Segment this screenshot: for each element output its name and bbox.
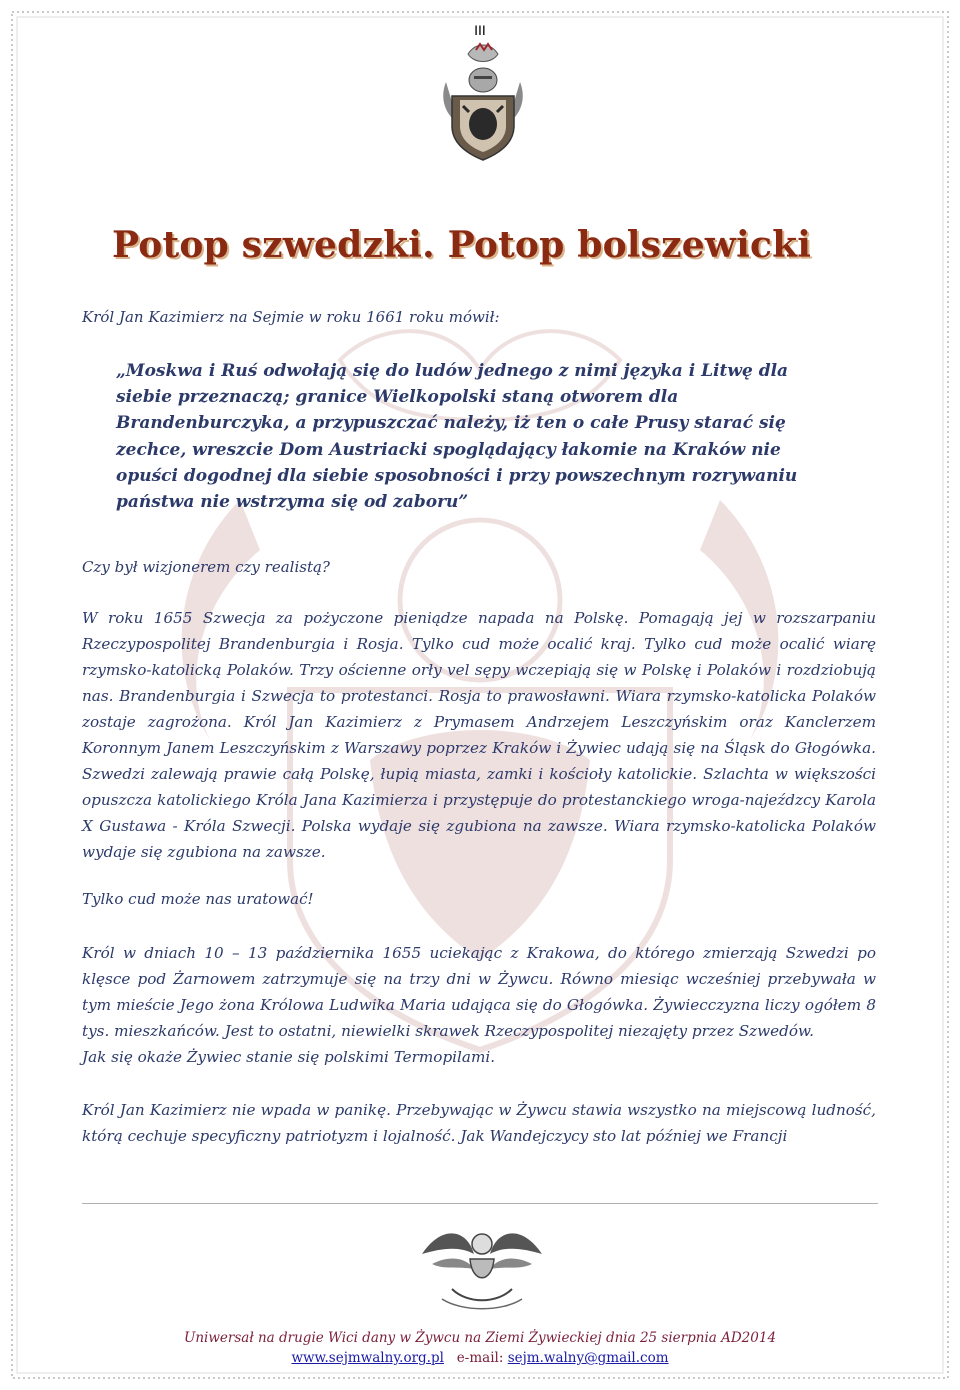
coat-of-arms-crest: [438, 42, 528, 162]
page-number: III: [474, 22, 486, 38]
paragraph-4: Król Jan Kazimierz nie wpada w panikę. Przebywając w Żywcu stawia wszystko na miejscową ludność, którą cechuje specyficzny patriotyzm i lojalność. Jak Wandejczycy sto lat później we Francji: [82, 1101, 876, 1145]
paragraph-3: [82, 940, 876, 1070]
website-link[interactable]: www.sejmwalny.org.pl: [291, 1350, 444, 1366]
footer-divider: [82, 1203, 878, 1204]
email-label: e-mail:: [456, 1350, 504, 1366]
paragraph-2: Tylko cud może nas uratować!: [82, 890, 314, 908]
paragraph-3-main: Król w dniach 10 – 13 października 1655 uciekając z Krakowa, do którego zmierzają Szwedzi po klęsce pod Żarnowem zatrzymuje się na trzy dni w Żywcu. Równo miesiąc wcześniej przebywała w tym mieście Jego żona Królowa Ludwika Maria udająca się do Głogówka. Żywiecczyzna liczy ogółem 8 tys. mieszkańców. Jest to ostatni, niewielki skrawek Rzeczypospolitej niezajęty przez Szwedów.: [82, 944, 876, 1040]
intro-text: Król Jan Kazimierz na Sejmie w roku 1661 roku mówił:: [82, 308, 500, 326]
footer-proclamation: Uniwersał na drugie Wici dany w Żywcu na Ziemi Żywieckiej dnia 25 sierpnia AD2014: [183, 1330, 777, 1346]
paragraph-3-conclusion: Jak się okaże Żywiec stanie się polskimi Termopilami.: [82, 1048, 496, 1066]
angel-ornament-icon: [412, 1214, 552, 1314]
paragraph-1: W roku 1655 Szwecja za pożyczone pieniądze napada na Polskę. Pomagają jej w rozszarpaniu Rzeczypospolitej Brandenburgia i Rosja. Tylko cud może ocalić kraj. Tylko cud może ocalić wiarę rzymsko-katolicką Polaków. Trzy ościenne orły vel sępy wczepiają się w Polskę i Polaków i rozdziobują nas. Brandenburgia i Szwecja to protestanci. Rosja to prawosławni. Wiara rzymsko-katolicka Polaków zostaje zagrożona. Król Jan Kazimierz z Prymasem Andrzejem Leszczyńskim oraz Kanclerzem Koronnym Janem Leszczyńskim z Warszawy poprzez Kraków i Żywiec udają się na Śląsk do Głogówka. Szwedzi zalewają prawie całą Polskę, łupią miasta, zamki i kościoły katolickie. Szlachta w większości opuszcza katolickiego Króla Jana Kazimierza i przystępuje do protestanckiego wroga-najeźdzcy Karola X Gustawa - Króla Szwecji. Polska wydaje się zgubiona na zawsze. Wiara rzymsko-katolicka Polaków wydaje się zgubiona na zawsze.: [82, 609, 876, 861]
footer-contact: [0, 1350, 960, 1366]
email-link[interactable]: sejm.walny@gmail.com: [507, 1350, 669, 1366]
king-quote: „Moskwa i Ruś odwołają się do ludów jednego z nimi języka i Litwę dla siebie przeznaczą; granice Wielkopolski staną otworem dla Brandenburczyka, a przypuszczać należy, iż ten o całe Prusy starać się zechce, wreszcie Dom Austriacki spoglądający łakomie na Kraków nie opuści dogodnej dla siebie sposobności i przy powszechnym rozrywaniu państwa nie wstrzyma się od zaboru”: [116, 361, 798, 513]
question-text: Czy był wizjonerem czy realistą?: [82, 558, 330, 576]
page-title: Potop szwedzki. Potop bolszewicki: [112, 224, 812, 266]
